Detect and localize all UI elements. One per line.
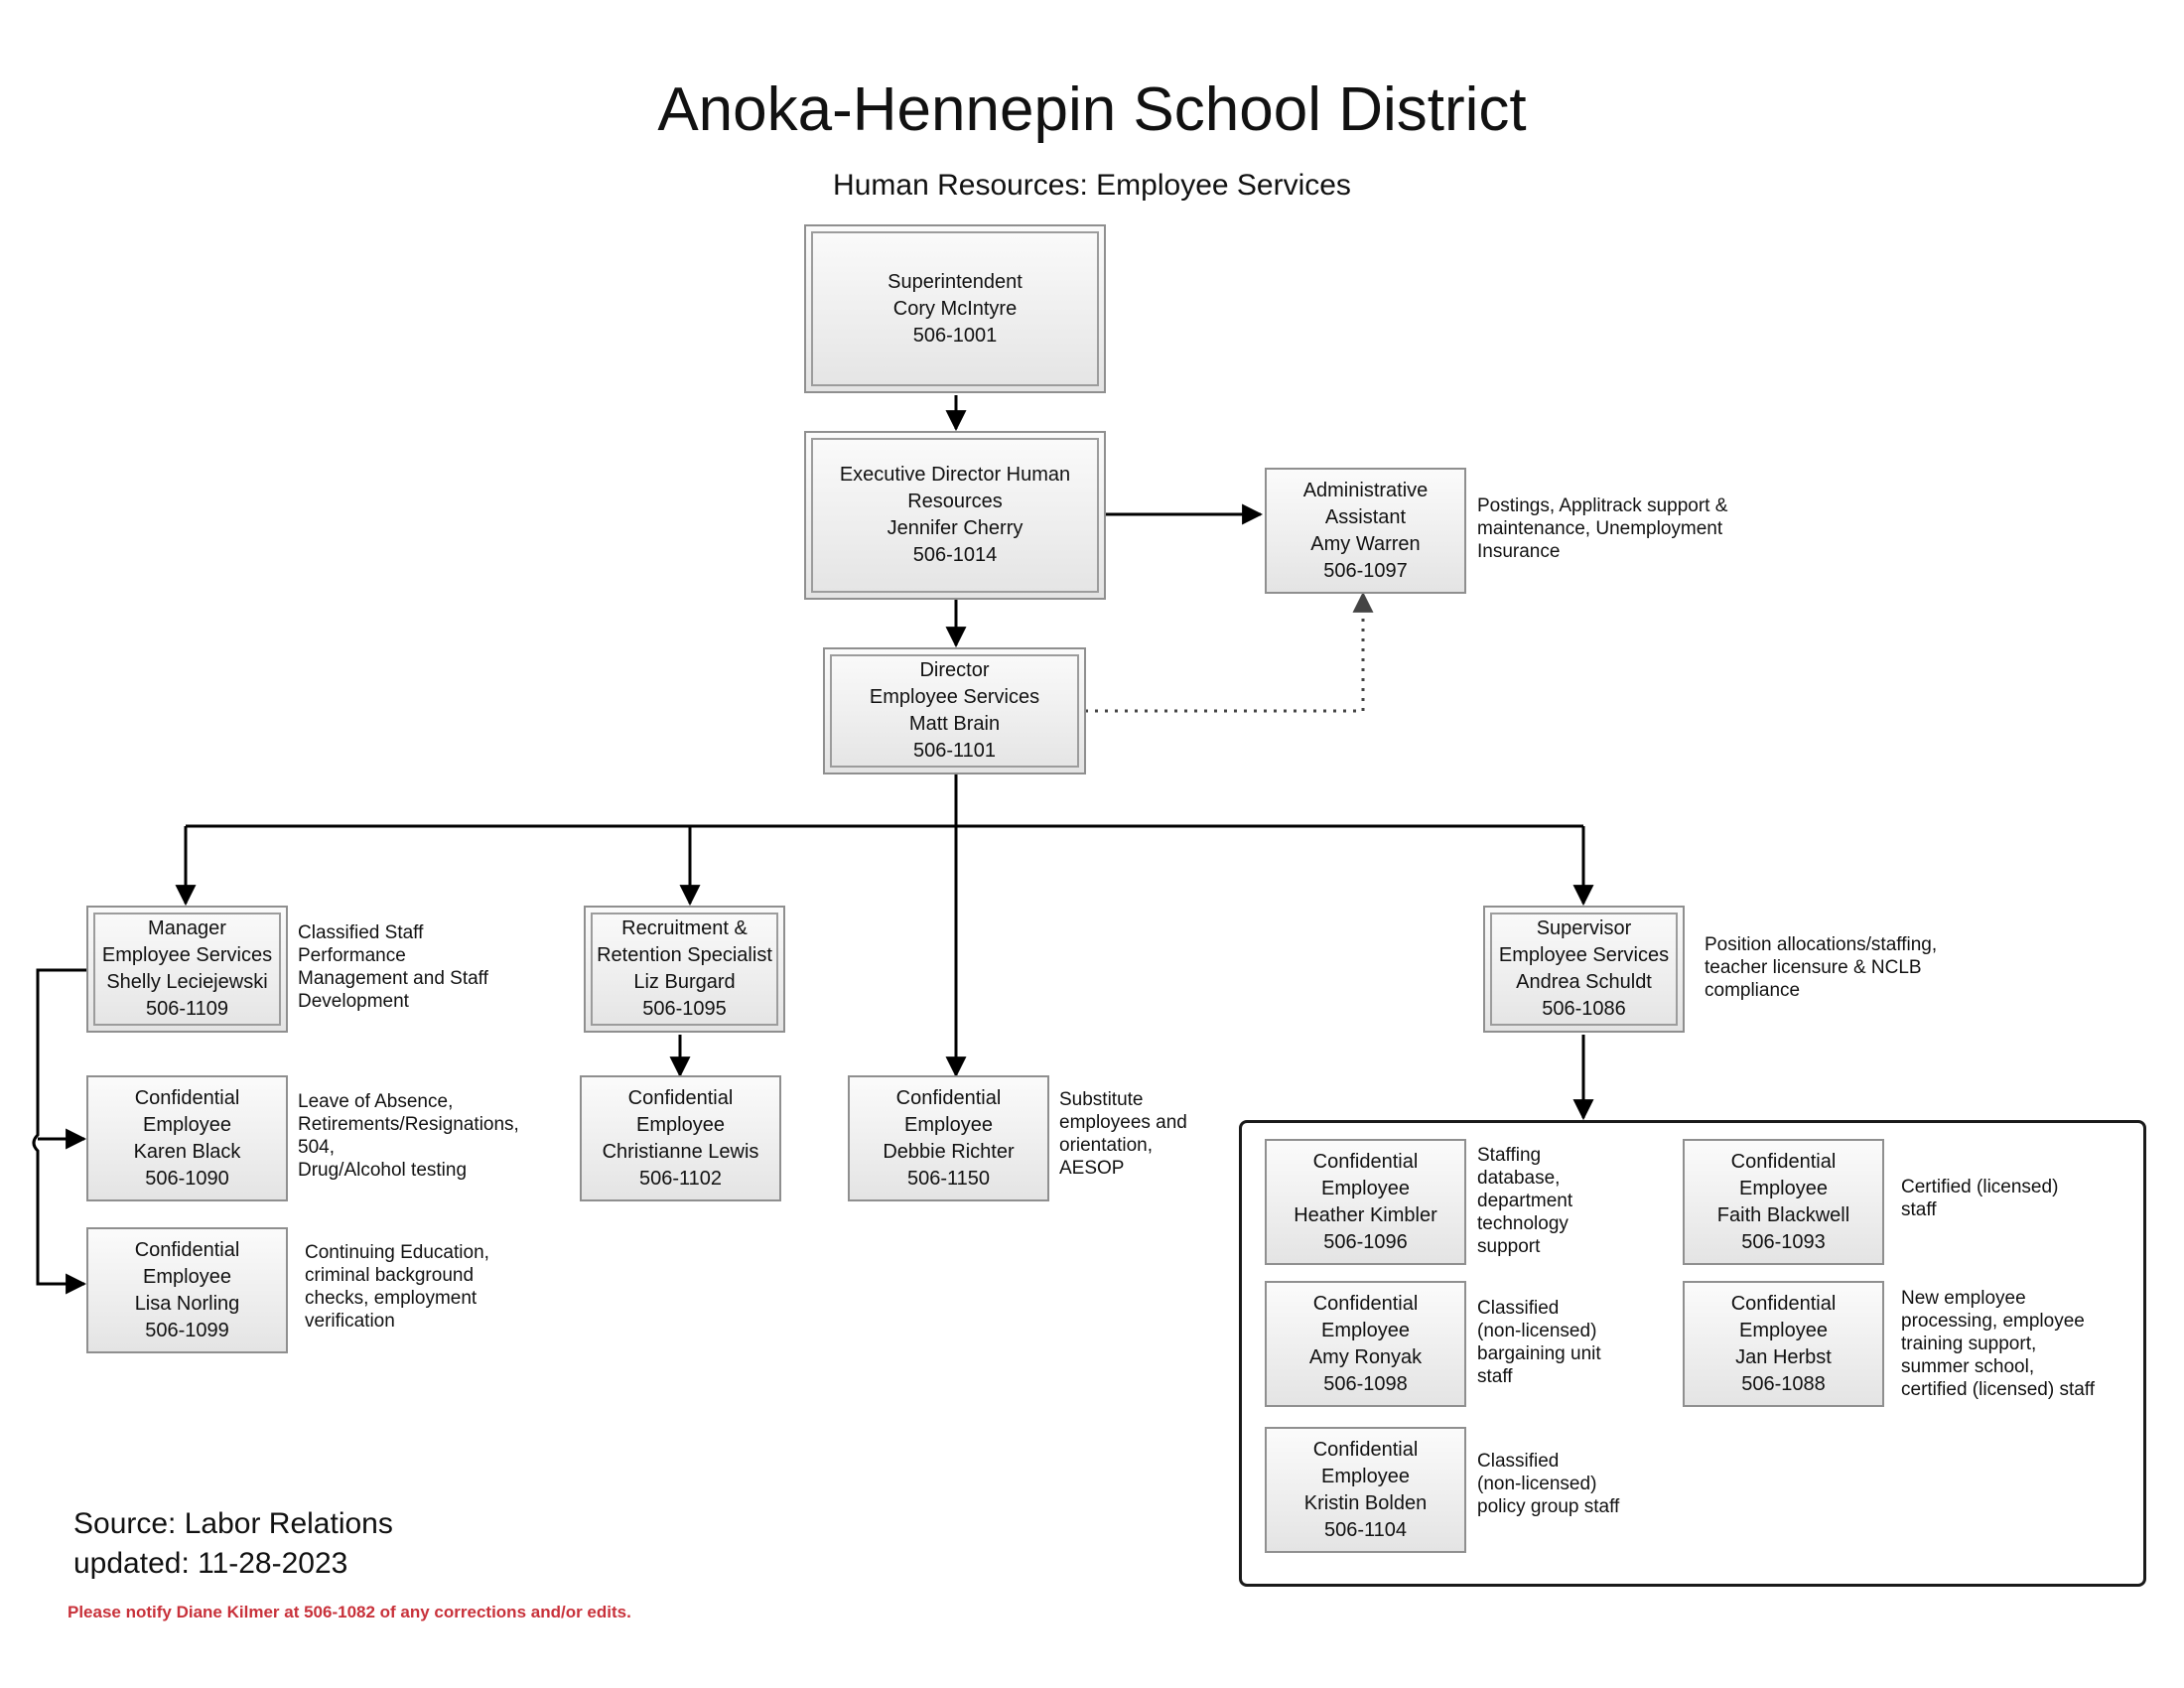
note-line: staff xyxy=(1477,1366,1513,1387)
node-superintendent xyxy=(804,224,1106,393)
node-title-cont: Employee xyxy=(636,1113,725,1136)
node-title-cont: Resources xyxy=(907,491,1003,512)
node-title: Administrative xyxy=(1302,479,1429,501)
node-admin-assistant xyxy=(1265,468,1466,594)
note-line: Position allocations/staffing, xyxy=(1705,934,1938,955)
node-debbie-richter xyxy=(848,1075,1049,1201)
note-line: certified (licensed) staff xyxy=(1901,1379,2096,1400)
node-person: Matt Brain xyxy=(908,713,1001,735)
page-subtitle: Human Resources: Employee Services xyxy=(833,169,1351,202)
note-manager xyxy=(298,921,488,1013)
node-phone: 506-1109 xyxy=(145,998,229,1020)
note-line: teacher licensure & NCLB xyxy=(1705,957,1922,978)
node-title: Executive Director Human xyxy=(839,464,1071,486)
note-line: Retirements/Resignations, xyxy=(298,1114,519,1135)
node-phone: 506-1099 xyxy=(145,1319,229,1341)
note-line: staff xyxy=(1901,1199,1937,1220)
node-kristin-bolden xyxy=(1265,1427,1466,1553)
note-kristin-bolden xyxy=(1477,1450,1619,1518)
node-person: Heather Kimbler xyxy=(1294,1203,1437,1226)
note-line: Development xyxy=(298,991,409,1012)
node-phone: 506-1093 xyxy=(1741,1230,1826,1253)
node-phone: 506-1150 xyxy=(906,1167,991,1190)
node-title: Supervisor xyxy=(1536,917,1632,939)
note-line: AESOP xyxy=(1059,1158,1125,1179)
note-line: Drug/Alcohol testing xyxy=(298,1160,468,1181)
note-line: Continuing Education, xyxy=(305,1242,489,1263)
note-line: employees and xyxy=(1059,1112,1187,1133)
node-title-cont: Employee xyxy=(143,1265,231,1288)
node-title: Confidential xyxy=(895,1086,1002,1109)
node-title: Recruitment & xyxy=(621,917,748,939)
node-person: Jennifer Cherry xyxy=(887,517,1024,539)
note-line: checks, employment xyxy=(305,1288,478,1309)
node-person: Jan Herbst xyxy=(1735,1345,1832,1368)
note-line: department xyxy=(1477,1191,1573,1211)
node-title-cont: Employee Services xyxy=(101,944,273,966)
note-line: support xyxy=(1477,1236,1541,1257)
node-phone: 506-1001 xyxy=(912,324,998,347)
node-title-cont: Employee xyxy=(1321,1177,1410,1199)
node-phone: 506-1104 xyxy=(1323,1518,1408,1541)
node-person: Liz Burgard xyxy=(633,971,736,993)
note-line: Classified xyxy=(1477,1451,1560,1472)
node-director xyxy=(823,647,1086,774)
node-title: Confidential xyxy=(1730,1292,1837,1315)
note-line: Substitute xyxy=(1059,1089,1144,1110)
note-line: Performance xyxy=(298,945,406,966)
connector-director-admin-dotted xyxy=(1085,594,1363,711)
note-line: 504, xyxy=(298,1137,335,1158)
note-line: Staffing xyxy=(1477,1145,1542,1166)
node-title: Manager xyxy=(148,917,226,939)
node-title: Confidential xyxy=(1312,1438,1419,1461)
node-title-cont: Employee xyxy=(1739,1177,1828,1199)
node-title-cont: Employee xyxy=(143,1113,231,1136)
node-title-cont: Employee xyxy=(904,1113,993,1136)
node-supervisor xyxy=(1483,906,1685,1033)
note-line: training support, xyxy=(1901,1334,2037,1354)
node-person: Amy Ronyak xyxy=(1308,1345,1423,1368)
note-heather-kimbler xyxy=(1477,1144,1572,1258)
note-line: Classified Staff xyxy=(298,922,424,943)
node-lisa-norling xyxy=(86,1227,288,1353)
node-person: Cory McIntyre xyxy=(892,297,1018,320)
node-person: Faith Blackwell xyxy=(1716,1203,1850,1226)
note-line: Certified (licensed) xyxy=(1901,1177,2059,1197)
note-line: processing, employee xyxy=(1901,1311,2085,1332)
node-person: Lisa Norling xyxy=(134,1292,240,1315)
node-phone: 506-1014 xyxy=(912,544,998,566)
node-person: Karen Black xyxy=(133,1140,241,1163)
note-line: compliance xyxy=(1705,980,1801,1001)
node-person: Kristin Bolden xyxy=(1303,1491,1428,1514)
node-title: Confidential xyxy=(1312,1150,1419,1173)
note-line: policy group staff xyxy=(1477,1496,1620,1517)
node-phone: 506-1098 xyxy=(1323,1372,1408,1395)
footer-updated: updated: 11-28-2023 xyxy=(73,1547,348,1580)
node-exec-director xyxy=(804,431,1106,600)
node-title-cont: Employee xyxy=(1321,1465,1410,1487)
node-title: Confidential xyxy=(134,1238,240,1261)
page-title: Anoka-Hennepin School District xyxy=(657,75,1527,144)
node-heather-kimbler xyxy=(1265,1139,1466,1265)
node-christianne-lewis xyxy=(580,1075,781,1201)
note-jan-herbst xyxy=(1901,1287,2095,1401)
note-line: Classified xyxy=(1477,1298,1560,1319)
note-supervisor xyxy=(1705,933,1937,1002)
note-line: Insurance xyxy=(1477,541,1561,562)
node-phone: 506-1090 xyxy=(145,1167,229,1190)
node-title: Confidential xyxy=(1312,1292,1419,1315)
node-title: Superintendent xyxy=(887,270,1023,293)
node-person: Christianne Lewis xyxy=(602,1140,759,1163)
note-amy-ronyak xyxy=(1477,1297,1601,1388)
node-phone: 506-1097 xyxy=(1323,559,1408,582)
note-line: criminal background xyxy=(305,1265,475,1286)
node-person: Amy Warren xyxy=(1310,532,1421,555)
note-admin-assistant xyxy=(1477,494,1727,563)
node-person: Shelly Leciejewski xyxy=(106,971,268,993)
note-line: Management and Staff xyxy=(298,968,488,989)
note-debbie-richter xyxy=(1059,1088,1187,1180)
note-faith-blackwell xyxy=(1901,1176,2058,1221)
node-phone: 506-1088 xyxy=(1741,1372,1826,1395)
node-title: Confidential xyxy=(134,1086,240,1109)
node-amy-ronyak xyxy=(1265,1281,1466,1407)
note-line: database, xyxy=(1477,1168,1561,1189)
node-phone: 506-1101 xyxy=(912,740,997,762)
node-title-cont: Employee xyxy=(1739,1319,1828,1341)
node-phone: 506-1086 xyxy=(1542,998,1626,1020)
note-line: (non-licensed) xyxy=(1477,1321,1597,1341)
node-phone: 506-1102 xyxy=(638,1167,723,1190)
node-title-cont: Employee Services xyxy=(869,686,1040,708)
note-line: Leave of Absence, xyxy=(298,1091,454,1112)
node-person: Andrea Schuldt xyxy=(1516,971,1652,993)
node-person: Debbie Richter xyxy=(883,1140,1015,1163)
node-title-cont: Assistant xyxy=(1324,505,1407,528)
note-line: maintenance, Unemployment xyxy=(1477,518,1723,539)
note-karen-black xyxy=(298,1090,519,1182)
node-title: Confidential xyxy=(627,1086,734,1109)
node-title: Director xyxy=(919,659,990,681)
note-line: verification xyxy=(305,1311,395,1332)
node-title-cont: Retention Specialist xyxy=(597,944,772,966)
node-title: Confidential xyxy=(1730,1150,1837,1173)
node-jan-herbst xyxy=(1683,1281,1884,1407)
note-line: Postings, Applitrack support & xyxy=(1477,495,1728,516)
note-line: orientation, xyxy=(1059,1135,1154,1156)
node-title-cont: Employee Services xyxy=(1498,944,1670,966)
note-line: (non-licensed) xyxy=(1477,1474,1597,1494)
node-karen-black xyxy=(86,1075,288,1201)
node-manager xyxy=(86,906,288,1033)
footer-source: Source: Labor Relations xyxy=(73,1507,393,1540)
footer-notice: Please notify Diane Kilmer at 506-1082 of any corrections and/or edits. xyxy=(68,1603,631,1621)
note-line: technology xyxy=(1477,1213,1569,1234)
node-phone: 506-1095 xyxy=(642,998,727,1020)
note-lisa-norling xyxy=(305,1241,489,1333)
node-phone: 506-1096 xyxy=(1323,1230,1408,1253)
note-line: New employee xyxy=(1901,1288,2026,1309)
note-line: bargaining unit xyxy=(1477,1343,1601,1364)
connector-manager-karen xyxy=(34,970,89,1284)
node-recruitment xyxy=(584,906,785,1033)
note-line: summer school, xyxy=(1901,1356,2035,1377)
node-title-cont: Employee xyxy=(1321,1319,1410,1341)
node-faith-blackwell xyxy=(1683,1139,1884,1265)
